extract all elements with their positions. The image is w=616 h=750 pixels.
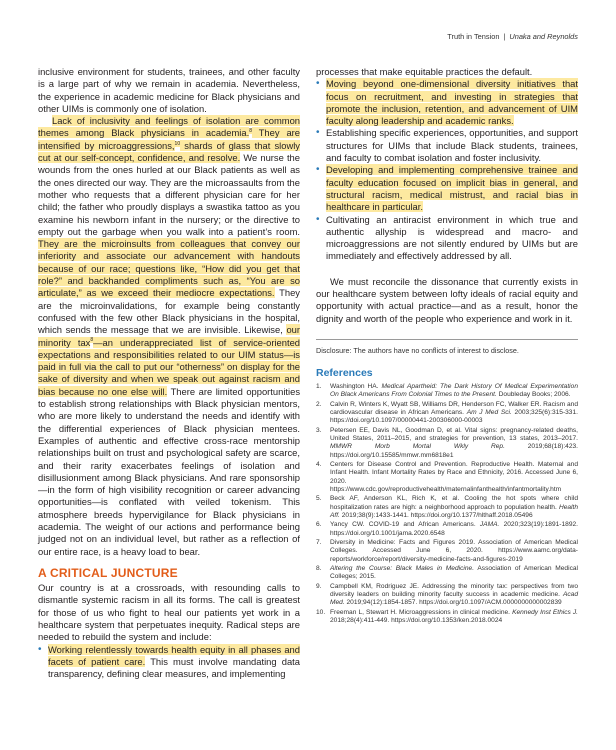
list-item: [38, 644, 300, 681]
section-heading: A CRITICAL JUNCTURE: [38, 565, 178, 580]
reference-number: 10.: [316, 609, 326, 617]
reference-source: Acad Med.: [330, 591, 578, 607]
reference-details: 2019;68(18):423. https://doi.org/10.15585/mmwr.mm6818e1: [330, 443, 578, 459]
paragraph-isolation: inclusive environment for students, trainees, and other faculty is a large part of why we remain in academia. Nevertheless, the experience in academic medicine for Black physicians and other UIMs is commonly one of isolation.: [38, 66, 300, 114]
reference-number: 4.: [316, 461, 322, 469]
body-text: This must involve mandating data transparency, defining clear measures, and implementing: [48, 655, 300, 680]
running-head-authors: Unaka and Reynolds: [509, 32, 578, 41]
reference-number: 7.: [316, 539, 322, 547]
highlight: —an underappreciated list of service-oriented expectations and responsibilities related to our UIM status—is paid in full via the call to put our “otherness” on display for the sake of diversity and when we speak out against racism and bias because no one else will.: [38, 336, 300, 397]
highlight: shards of glass that slowly cut at our self-concept, confidence, and resolve.: [38, 139, 300, 164]
reference-number: 6.: [316, 521, 322, 529]
body-text: Cultivating an antiracist environment in which true and authentic allyship is widespread and macro- and microaggressions are not silently endured by UIMs but are immediately and effectively addressed by all.: [326, 213, 578, 262]
reference-details: 2020;323(19):1891-1892. https://doi.org/10.1001/jama.2020.6548: [330, 521, 578, 537]
right-column: [316, 66, 578, 627]
running-head-title: Truth in Tension: [447, 32, 500, 41]
highlight: Developing and implementing comprehensive trainee and faculty education focused on implicit bias in general, and structural racism, medical mistrust, and racial bias in healthcare in particular.: [326, 164, 578, 213]
reference-item: [316, 539, 578, 564]
action-list-right: [316, 78, 578, 262]
reference-item: [316, 461, 578, 494]
left-column: [38, 66, 300, 681]
running-head: [447, 32, 578, 41]
paragraph-continued: processes that make equitable practices the default.: [316, 66, 533, 77]
reference-item: [316, 521, 578, 537]
body-text: They are the microinvalidations, for example being constantly confused with the few other Black physicians in the hospital, which sends the message that we are invisible. Likewise,: [38, 287, 300, 336]
paragraph-conclusion: We must reconcile the dissonance that currently exists in our healthcare system between lofty ideals of racial equity and opportunity with actual practice—and as a result, honor the dignity and worth of the people who experience and work in it.: [316, 275, 578, 324]
action-list-left: [38, 644, 300, 681]
reference-text: Diversity in Medicine: Facts and Figures 2019. Association of American Medical Colleges. Accessed June 6, 2020. https://www.aamc.org/data-reports/workforce/report/diversity-medicine-facts-and-figures-2019: [330, 539, 578, 563]
reference-item: [316, 583, 578, 608]
citation-superscript: 8: [249, 128, 252, 135]
highlight: Moving beyond one-dimensional diversity initiatives that focus on recruitment, and investing in strategies that promote the inclusion, retention, and advancement of UIM faculty along leadership and academic ranks.: [326, 78, 578, 127]
reference-number: 9.: [316, 583, 322, 591]
paragraph-microaggressions: [38, 115, 300, 558]
references-list: [316, 383, 578, 625]
reference-number: 3.: [316, 427, 322, 435]
reference-item: [316, 427, 578, 460]
reference-number: 1.: [316, 383, 322, 391]
divider: [316, 339, 578, 340]
reference-item: [316, 609, 578, 625]
highlight: Lack of inclusivity and feelings of isolation are common themes among Black physicians in academia.: [38, 115, 300, 139]
reference-item: [316, 401, 578, 426]
reference-text: Calvin R, Winters K, Wyatt SB, Williams DR, Henderson FC, Walker ER. Racism and cardiovascular disease in African Americans.: [330, 401, 578, 417]
reference-details: 2018;28(4):411-449. https://doi.org/10.1353/ken.2018.0024: [330, 617, 503, 625]
reference-source: Kennedy Inst Ethics J.: [512, 609, 578, 617]
citation-superscript: 10: [174, 140, 181, 147]
highlight: They are intensified by microaggressions,: [38, 127, 300, 151]
reference-source: Am J Med Sci.: [466, 409, 512, 417]
body-text: Establishing specific experiences, opportunities, and support structures for UIMs that include Black students, trainees, and faculty to combat isolation and foster inclusivity.: [326, 127, 578, 164]
reference-details: Doubleday Books; 2006.: [496, 391, 571, 399]
reference-text: Freeman L, Stewart H. Microaggressions in clinical medicine.: [330, 609, 513, 617]
reference-source: Medical Apartheid: The Dark History Of Medical Experimentation On Black Americans From Colonial Times to the Present.: [330, 383, 578, 399]
reference-item: [316, 495, 578, 520]
list-item: [316, 214, 578, 263]
highlight: They are the microinsults from colleagues that convey our inferiority and associate our advancement with handouts because of our race; questions like, “How did you get that role?” and backhanded compliments such as, “You are so articulate,” as we exceed their mediocre expectations.: [38, 238, 300, 299]
reference-text: Petersen EE, Davis NL, Goodman D, et al. Vital signs: pregnancy-related deaths, United States, 2011–2015, and strategies for prevention, 13 states, 2013–2017.: [330, 427, 578, 443]
reference-text: Campbell KM, Rodriguez JE. Addressing the minority tax: perspectives from two diversity leaders on building minority faculty success in academic medicine.: [330, 583, 578, 599]
reference-source: JAMA.: [479, 521, 500, 529]
paragraph-crossroads: Our country is at a crossroads, with resounding calls to dismantle systemic racism in all its forms. The call is greatest for those of us who fight to heal our patients yet work in a healthcare system that perpetuates inequity. Radical steps are needed to rebuild the system and include:: [38, 582, 300, 643]
citation-superscript: 8: [90, 337, 94, 344]
highlight: our minority tax: [38, 324, 300, 348]
reference-details: 2019;94(12):1854-1857. https://doi.org/10.1097/ACM.0000000000002839: [344, 599, 562, 607]
disclosure-statement: Disclosure: The authors have no conflicts of interest to disclose.: [316, 345, 519, 355]
reference-details: Association of American Medical Colleges; 2015.: [330, 565, 578, 581]
reference-source: Altering the Course: Black Males in Medicine.: [330, 565, 475, 573]
reference-text: Beck AF, Anderson KL, Rich K, et al. Cooling the hot spots where child hospitalization rates are high: a neighborhood approach to population health.: [330, 495, 578, 511]
references-heading: References: [316, 366, 373, 379]
reference-item: [316, 383, 578, 399]
body-text: We nurse the wounds from the ones hurled at our Black patients as well as the ones directed our way. They are the microassaults from the mother who requests that a different physician care for her child; the father who proudly displays a swastika tattoo as you examine his newborn infant in the nursery; or the directive to empty out the garbage when you walk into a patient’s room.: [38, 152, 300, 237]
reference-details: 2003;325(6):315-331. https://doi.org/10.1097/00000441-200306000-00003: [330, 409, 578, 425]
list-item: [316, 164, 578, 213]
running-head-separator: |: [503, 32, 506, 41]
list-item: [316, 127, 578, 164]
reference-number: 5.: [316, 495, 322, 503]
reference-number: 2.: [316, 401, 322, 409]
reference-source: Health Aff.: [330, 503, 578, 519]
reference-item: [316, 565, 578, 581]
reference-details: 2019;38(9):1433-1441. https://doi.org/10.1377/hlthaff.2018.05496: [339, 511, 533, 519]
reference-source: MMWR Morb Mortal Wkly Rep.: [330, 443, 505, 451]
reference-text: Yancy CW. COVID-19 and African Americans.: [330, 521, 480, 529]
reference-number: 8.: [316, 565, 322, 573]
highlight: Working relentlessly towards health equity in all phases and facets of patient care.: [48, 643, 300, 667]
reference-text: Centers for Disease Control and Prevention. Reproductive Health. Maternal and Infant Health. Infant Mortality Rates by Race and Ethnicity, 2016. Accessed June 6, 2020. https://www.cdc.gov/reproductivehealth/maternalinfanthealth/infantmortality.htm: [330, 461, 578, 493]
reference-text: Washington HA.: [330, 383, 382, 391]
body-text: There are limited opportunities to establish strong relationships with Black physician mentors, who are more likely to understand the needs and identify with the differential experiences of Black physician mentees. Examples of authentic and effective cross-race mentorship relationships built on trust and psychological safety are scarce, and their rarity exacerbates feelings of isolation and disillusionment among Black physicians. And rare sponsorship—in the form of high visibility recognition or career advancing opportunities—is conflated with veiled tokenism. This atmosphere breeds hypervigilance for Black physicians in academia. The weight of our actions and performance being judged not on an individual level, but rather as a reflection of our entire race, is a heavy load to bear.: [38, 385, 301, 557]
list-item: [316, 78, 578, 127]
